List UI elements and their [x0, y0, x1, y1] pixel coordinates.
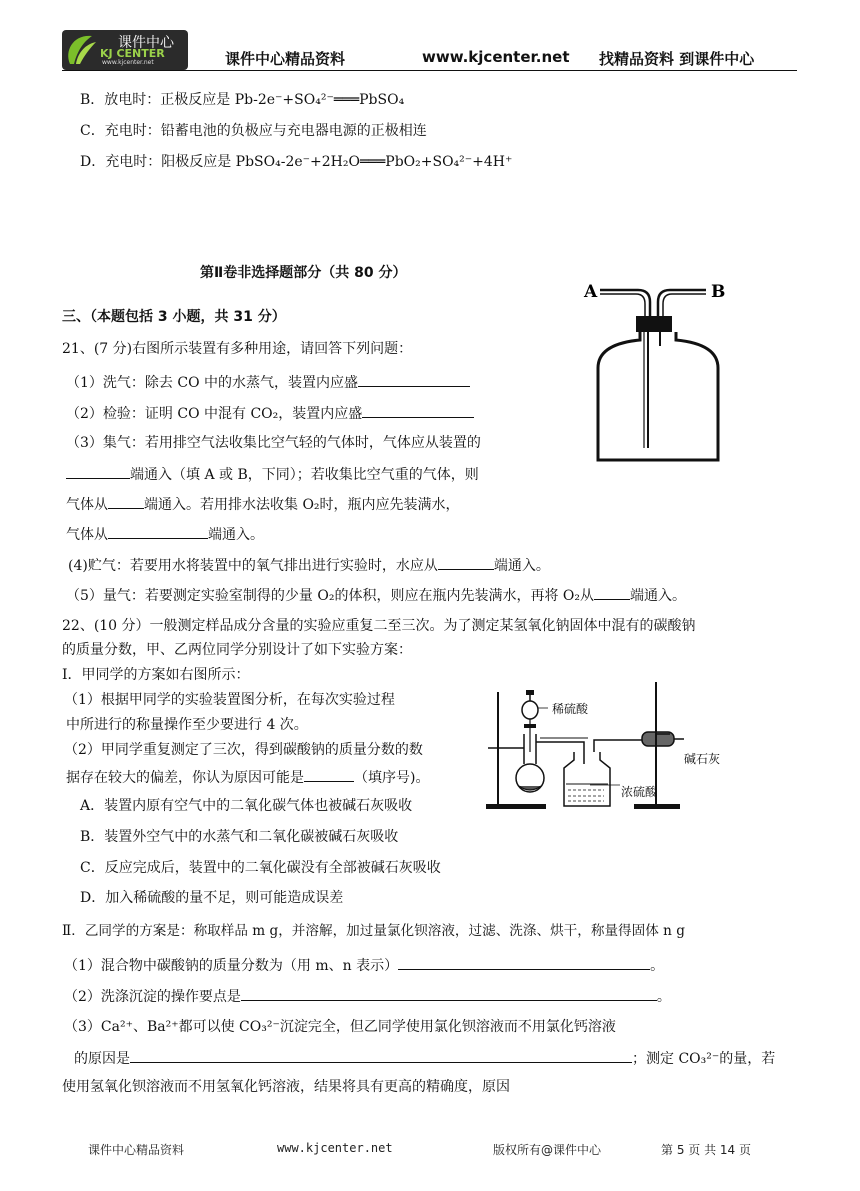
q21-line1 [66, 372, 470, 392]
q21-line1-text: （1）洗气：除去 CO 中的水蒸气，装置内应盛 [66, 375, 358, 391]
q21-line7 [68, 555, 550, 575]
q22-line7 [66, 767, 429, 787]
answer-blank[interactable] [304, 767, 354, 782]
header-rule [62, 70, 797, 71]
q22-line9-b: 。 [650, 958, 665, 974]
q22-line2: 的质量分数，甲、乙两位同学分别设计了如下实验方案： [62, 642, 412, 658]
q22-option-d: D．加入稀硫酸的量不足，则可能造成误差 [80, 890, 344, 906]
q21-line2 [66, 403, 474, 423]
answer-blank[interactable] [398, 955, 650, 970]
leaf-logo-icon [62, 30, 102, 70]
q22-line5: 中所进行的称量操作至少要进行 4 次。 [66, 717, 308, 733]
q22-line3: Ⅰ．甲同学的方案如右图所示： [62, 667, 250, 683]
answer-blank[interactable] [362, 403, 474, 418]
page-number: 第 5 页 共 14 页 [661, 1143, 751, 1157]
stopper [636, 316, 672, 332]
q21-line6-b: 端通入。 [208, 527, 264, 543]
answer-blank[interactable] [358, 372, 470, 387]
fig-label-h2so4: 浓硫酸 [621, 785, 658, 799]
q22-line10-b: 。 [656, 989, 671, 1005]
answer-blank[interactable] [108, 494, 144, 509]
q21-line5 [66, 494, 460, 514]
header-center: www.kjcenter.net [422, 48, 570, 66]
q21-line6 [66, 524, 264, 544]
q21-line3: （3）集气：若用排空气法收集比空气轻的气体时，气体应从装置的 [66, 435, 481, 451]
q22-line8: Ⅱ．乙同学的方案是：称取样品 m g，并溶解，加过量氯化钡溶液，过滤、洗涤、烘干，称量得固体 n g [62, 923, 685, 939]
gas-bottle-figure [578, 278, 738, 464]
q22-line10 [64, 986, 671, 1006]
q21-line8 [66, 585, 686, 605]
q22-line9-a: （1）混合物中碳酸钠的质量分数为（用 m、n 表示） [64, 958, 399, 974]
q21-stem: 21、(7 分)右图所示装置有多种用途，请回答下列问题： [62, 341, 413, 357]
q21-line8-a: （5）量气：若要测定实验室制得的少量 O₂的体积，则应在瓶内先装满水，再将 O₂从 [66, 588, 594, 604]
logo-en: KJ CENTER [100, 47, 165, 60]
q21-line5-a: 气体从 [66, 497, 108, 513]
q21-line7-b: 端通入。 [493, 558, 550, 574]
fig-label-acid: 稀硫酸 [552, 702, 589, 716]
q21-line4-text: 端通入（填 A 或 B，下同）；若收集比空气重的气体，则 [130, 467, 479, 483]
q22-line7-a: 据存在较大的偏差，你认为原因可能是 [66, 770, 304, 786]
q22-line12 [74, 1048, 775, 1068]
header-left: 课件中心精品资料 [225, 50, 346, 68]
q22-option-b: B．装置外空气中的水蒸气和二氧化碳被碱石灰吸收 [80, 829, 399, 845]
q22-line7-b: （填序号)。 [354, 770, 430, 786]
q22-option-a: A．装置内原有空气中的二氧化碳气体也被碱石灰吸收 [80, 798, 413, 814]
q22-line13: 使用氢氧化钡溶液而不用氢氧化钙溶液，结果将具有更高的精确度，原因 [62, 1079, 510, 1095]
header-right: 找精品资料 到课件中心 [599, 50, 755, 68]
wash-bottle [564, 752, 610, 806]
answer-blank[interactable] [108, 524, 208, 539]
q21-line7-a: (4)贮气：若要用水将装置中的氧气排出进行实验时，水应从 [68, 558, 438, 574]
q21-line5-b: 端通入。若用排水法收集 O₂时，瓶内应先装满水， [144, 497, 460, 513]
q21-line8-b: 端通入。 [630, 588, 686, 604]
q22-option-c: C．反应完成后，装置中的二氧化碳没有全部被碱石灰吸收 [80, 860, 441, 876]
fig-label-a: A [584, 282, 598, 302]
separatory-funnel [522, 701, 538, 719]
answer-blank[interactable] [594, 585, 630, 600]
q22-line1: 22、(10 分）一般测定样品成分含量的实验应重复二至三次。为了测定某氢氧化钠固体中混有的碳酸钠 [62, 618, 696, 634]
q22-line6: （2）甲同学重复测定了三次，得到碳酸钠的质量分数的数 [64, 742, 423, 758]
q22-line10-a: （2）洗涤沉淀的操作要点是 [64, 989, 241, 1005]
option-d: D．充电时：阳极反应是 PbSO₄-2e⁻+2H₂O═══PbO₂+SO₄²⁻+4H⁺ [80, 154, 513, 170]
option-b: B．放电时：正极反应是 Pb-2e⁻+SO₄²⁻═══PbSO₄ [80, 92, 405, 108]
section3-title: 三、（本题包括 3 小题，共 31 分） [62, 309, 286, 325]
fig-label-b: B [711, 282, 726, 302]
footer-left: 课件中心精品资料 [88, 1143, 185, 1157]
q22-line9 [64, 955, 664, 975]
footer-right: 版权所有@课件中心 [493, 1143, 602, 1157]
q22-line12-a: 的原因是 [74, 1051, 130, 1067]
part2-title: 第Ⅱ卷非选择题部分（共 80 分） [200, 265, 407, 281]
q22-line12-b: ；测定 CO₃²⁻的量，若 [632, 1051, 776, 1067]
answer-blank[interactable] [130, 1048, 632, 1063]
q21-line6-a: 气体从 [66, 527, 108, 543]
logo-cn: 课件中心 [118, 35, 174, 51]
header-logo [62, 30, 188, 70]
bottle [598, 332, 718, 460]
q22-line11: （3）Ca²⁺、Ba²⁺都可以使 CO₃²⁻沉淀完全，但乙同学使用氯化钡溶液而不用氯化钙溶液 [64, 1019, 616, 1035]
answer-blank[interactable] [241, 986, 657, 1001]
answer-blank[interactable] [66, 464, 130, 479]
logo-url: www.kjcenter.net [102, 59, 154, 66]
q21-line4 [66, 464, 479, 484]
apparatus-figure [484, 682, 700, 810]
q21-line2-text: （2）检验：证明 CO 中混有 CO₂，装置内应盛 [66, 406, 363, 422]
q22-line4: （1）根据甲同学的实验装置图分析，在每次实验过程 [64, 692, 395, 708]
answer-blank[interactable] [438, 555, 494, 570]
fig-label-lime: 碱石灰 [684, 752, 721, 766]
option-c: C．充电时：铅蓄电池的负极应与充电器电源的正极相连 [80, 123, 427, 139]
footer-center: www.kjcenter.net [277, 1141, 393, 1155]
